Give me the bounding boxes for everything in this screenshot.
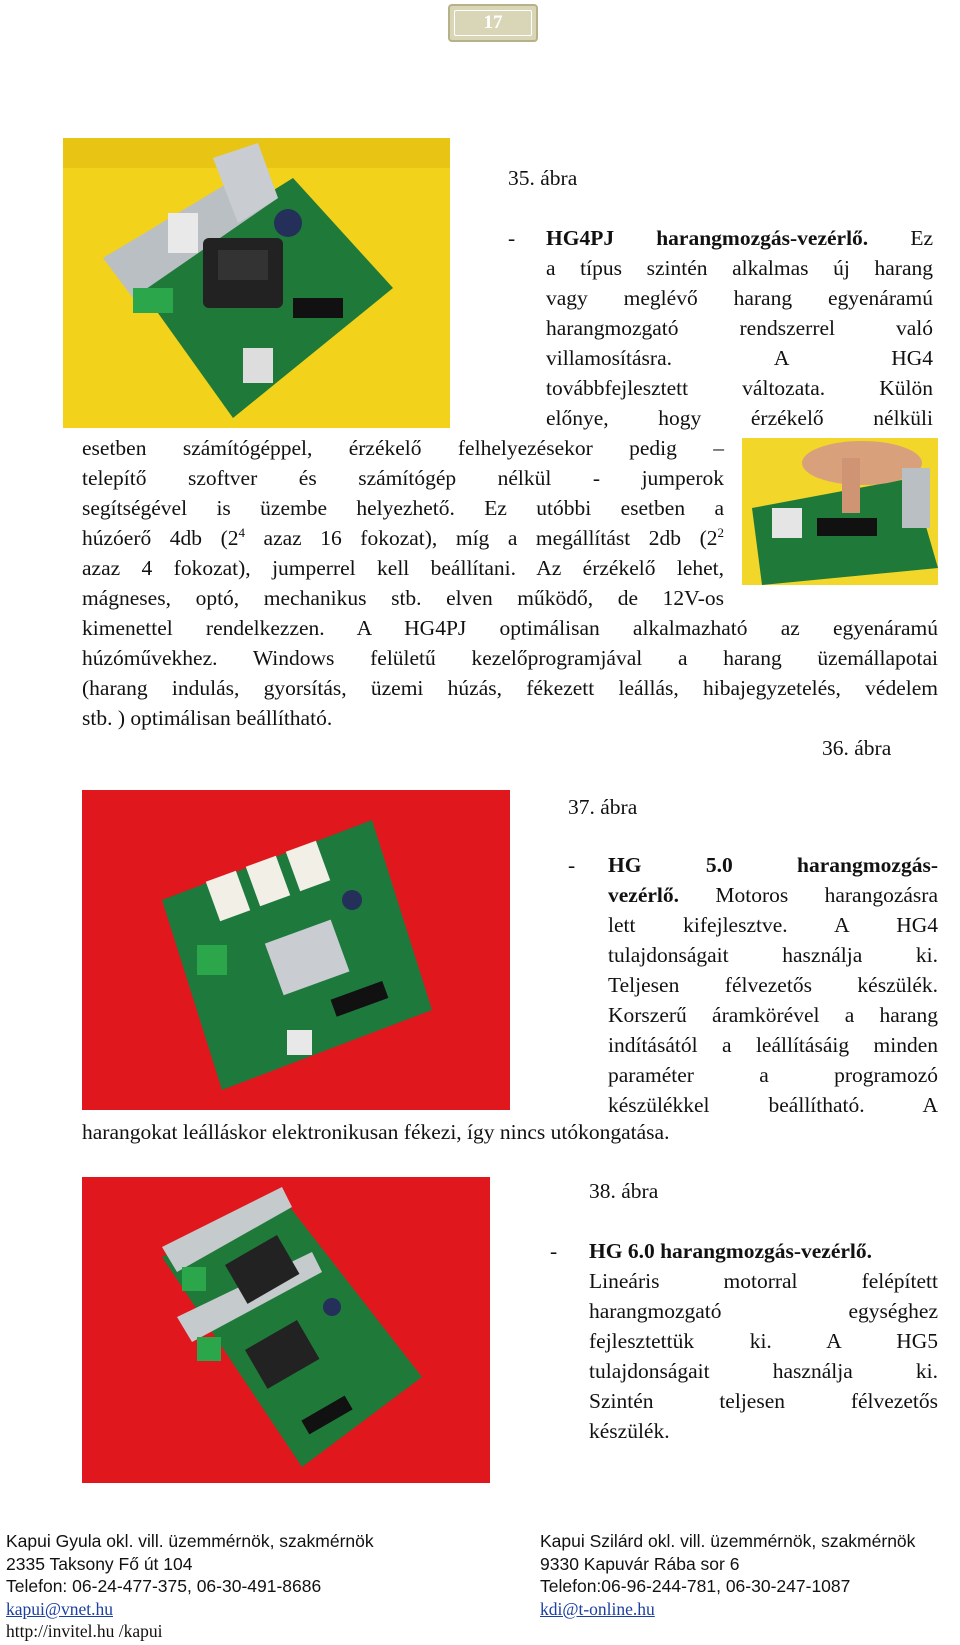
- hg6-line: készülék.: [589, 1419, 670, 1443]
- text-segment: húzóerő 4db (2: [82, 526, 239, 550]
- hg4pj-line: stb. ) optimálisan beállítható.: [82, 706, 333, 730]
- hg4pj-line-1-rest: Ez: [910, 226, 933, 250]
- hg5-line: tulajdonságait használja ki.: [608, 943, 938, 967]
- hg6-title: HG 6.0 harangmozgás-vezérlő.: [589, 1239, 873, 1263]
- hg6-dash: -: [550, 1239, 558, 1263]
- hg4pj-line: továbbfejlesztett változata. Külön: [546, 376, 933, 400]
- hg4pj-line: azaz 4 fokozat), jumperrel kell beállítani. Az érzékelő lehet,: [82, 556, 724, 580]
- hg4pj-line: előnye, hogy érzékelő nélküli: [546, 406, 933, 430]
- footer-right-email-link[interactable]: kdi@t-online.hu: [540, 1598, 655, 1619]
- figure-37-caption: 37. ábra: [568, 795, 638, 819]
- hg5-line: Korszerű áramkörével a harang: [608, 1003, 938, 1027]
- hg4pj-title: HG4PJ harangmozgás-vezérlő.: [546, 226, 869, 250]
- footer-right: [540, 1530, 915, 1620]
- footer-left-address: 2335 Taksony Fő út 104: [6, 1553, 193, 1574]
- figure-37-photo: [82, 790, 510, 1110]
- footer-left: [6, 1530, 374, 1643]
- hg4pj-line-sup: [82, 523, 724, 553]
- hg5-line: paraméter a programozó: [608, 1063, 938, 1087]
- page-number-badge: [448, 4, 538, 42]
- text-segment: azaz 16 fokozat), míg a megállítást 2db (2: [245, 526, 718, 550]
- hg5-line: Teljesen félvezetős készülék.: [608, 973, 938, 997]
- hg5-line: lett kifejlesztve. A HG4: [608, 913, 938, 937]
- figure-35-caption: 35. ábra: [508, 166, 578, 190]
- hg5-title: HG 5.0 harangmozgás-: [608, 853, 938, 877]
- footer-left-name: Kapui Gyula okl. vill. üzemmérnök, szakmérnök: [6, 1531, 374, 1551]
- footer-right-name: Kapui Szilárd okl. vill. üzemmérnök, szakmérnök: [540, 1531, 916, 1551]
- superscript: 2: [717, 524, 724, 540]
- hg4pj-middle-block: [82, 433, 724, 613]
- hg4pj-line: esetben számítógéppel, érzékelő felhelyezésekor pedig –: [82, 436, 724, 460]
- hg4pj-line: a típus szintén alkalmas új harang: [546, 256, 933, 280]
- hg4pj-line: (harang indulás, gyorsítás, üzemi húzás, fékezett leállás, hibajegyzetelés, védelem: [82, 676, 938, 700]
- hg4pj-line: kimenettel rendelkezzen. A HG4PJ optimálisan alkalmazható az egyenáramú: [82, 616, 938, 640]
- hg5-title-line-1: [608, 850, 938, 880]
- hg5-right-column: [608, 850, 938, 1120]
- figure-35-photo: [63, 138, 450, 428]
- figure-38-caption: 38. ábra: [589, 1179, 659, 1203]
- hg4pj-line: harangmozgató rendszerrel való: [546, 316, 933, 340]
- hg4pj-line: telepítő szoftver és számítógép nélkül - jumperok: [82, 466, 724, 490]
- figure-36-photo: [742, 438, 938, 585]
- hg4pj-line: villamosításra. A HG4: [546, 346, 933, 370]
- text-segment: Motoros harangozásra: [715, 883, 938, 907]
- hg4pj-full-block: [82, 613, 938, 733]
- hg6-title-line: [589, 1236, 938, 1266]
- hg5-line-2: [608, 880, 938, 910]
- hg6-line: tulajdonságait használja ki.: [589, 1359, 938, 1383]
- hg6-line: fejlesztettük ki. A HG5: [589, 1329, 938, 1353]
- hg4pj-dash: -: [508, 226, 516, 250]
- footer-left-email-link[interactable]: kapui@vnet.hu: [6, 1598, 113, 1619]
- footer-right-phone: Telefon:06-96-244-781, 06-30-247-1087: [540, 1576, 851, 1596]
- footer-left-phone: Telefon: 06-24-477-375, 06-30-491-8686: [6, 1576, 322, 1596]
- page-number: 17: [454, 10, 532, 36]
- figure-38-photo: [82, 1177, 490, 1483]
- hg4pj-line-1: [546, 223, 933, 253]
- hg5-dash: -: [568, 853, 576, 877]
- hg4pj-right-column: [546, 223, 933, 433]
- hg5-title-cont: vezérlő.: [608, 883, 680, 907]
- hg4pj-line: vagy meglévő harang egyenáramú: [546, 286, 933, 310]
- hg5-line: készülékkel beállítható. A: [608, 1093, 938, 1117]
- hg4pj-line: segítségével is üzembe helyezhető. Ez utóbbi esetben a: [82, 496, 724, 520]
- hg6-line: Szintén teljesen félvezetős: [589, 1389, 938, 1413]
- hg6-line: harangmozgató egységhez: [589, 1299, 938, 1323]
- superscript: 4: [238, 524, 245, 540]
- hg5-last-line: harangokat leálláskor elektronikusan fékezi, így nincs utókongatása.: [82, 1120, 670, 1144]
- footer-right-address: 9330 Kapuvár Rába sor 6: [540, 1553, 740, 1574]
- hg4pj-line: húzóművekhez. Windows felületű kezelőprogramjával a harang üzemállapotai: [82, 646, 938, 670]
- hg4pj-line: mágneses, optó, mechanikus stb. elven működő, de 12V-os: [82, 586, 724, 610]
- hg5-line: indításától a leállításáig minden: [608, 1033, 938, 1057]
- hg6-right-column: [589, 1236, 938, 1446]
- hg6-line: Lineáris motorral felépített: [589, 1269, 938, 1293]
- footer-left-web: http://invitel.hu /kapui: [6, 1621, 163, 1641]
- figure-36-caption: 36. ábra: [822, 736, 892, 760]
